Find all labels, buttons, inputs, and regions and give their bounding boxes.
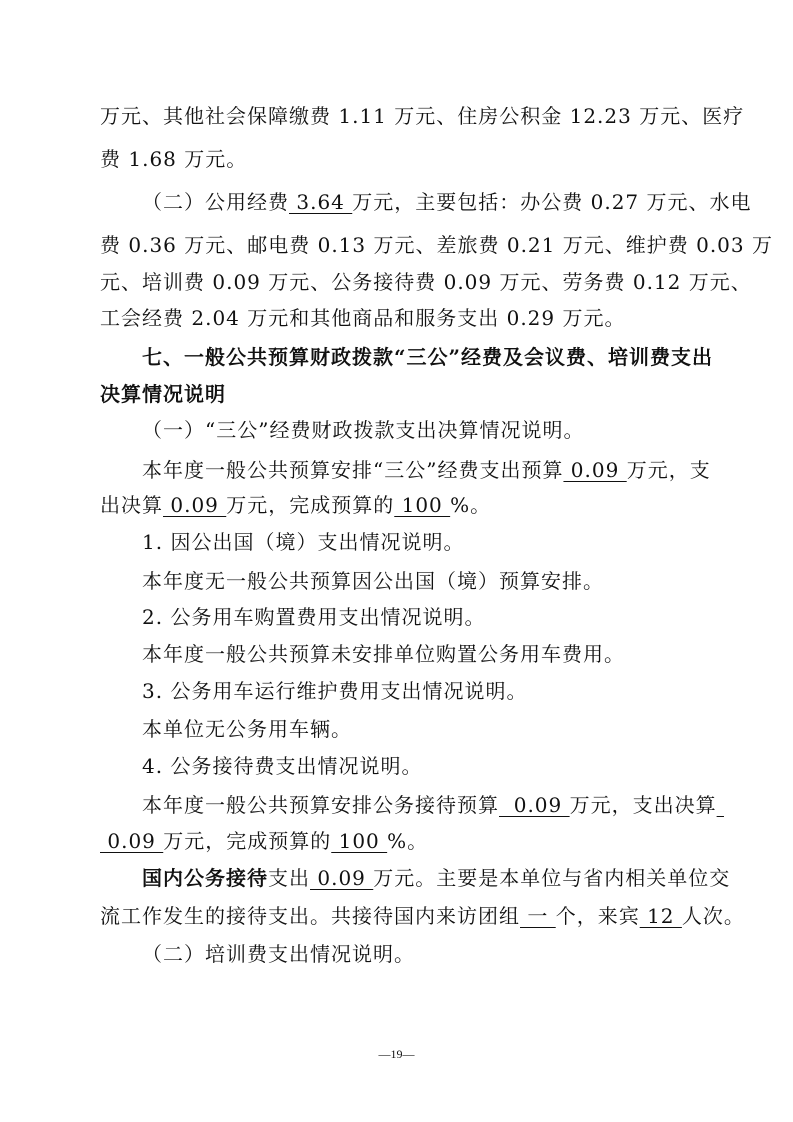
heading-text: 七、一般公共预算财政拨款“三公”经费及会议费、培训费支出 xyxy=(142,345,714,369)
underlined-value: 12 xyxy=(639,904,682,928)
underlined-value: 0.09 xyxy=(100,829,164,853)
text-span: 元、培训费 0.09 万元、公务接待费 0.09 万元、劳务费 0.12 万元、 xyxy=(100,270,752,294)
text-span: 4. 公务接待费支出情况说明。 xyxy=(142,754,423,778)
subsection-heading xyxy=(142,940,742,968)
text-span: （二）培训费支出情况说明。 xyxy=(142,942,415,966)
heading-text: 决算情况说明 xyxy=(100,382,226,406)
text-span: 出决算 xyxy=(100,493,163,517)
text-line xyxy=(142,715,742,743)
text-span: 万元、其他社会保障缴费 1.11 万元、住房公积金 12.23 万元、医疗 xyxy=(100,104,745,128)
text-line xyxy=(100,491,740,519)
text-span: 本年度一般公共预算安排公务接待预算 xyxy=(142,793,499,817)
text-span: 支出 xyxy=(268,866,310,890)
underlined-value: 0.09 xyxy=(163,493,227,517)
section-heading xyxy=(142,343,742,371)
item-heading xyxy=(142,603,742,631)
underlined-value: 100 xyxy=(331,829,388,853)
text-span: 费 1.68 万元。 xyxy=(100,147,248,171)
item-heading xyxy=(142,752,742,780)
text-line xyxy=(100,268,752,296)
text-span: 流工作发生的接待支出。共接待国内来访团组 xyxy=(100,904,520,928)
text-span: 万元，完成预算的 xyxy=(163,829,332,853)
underlined-value: 一 xyxy=(520,904,556,928)
text-span: 本年度一般公共预算安排“三公”经费支出预算 xyxy=(142,458,564,482)
text-span: 万元，支 xyxy=(626,458,711,482)
text-span: 万元，主要包括：办公费 0.27 万元、水电 xyxy=(352,190,752,214)
text-line xyxy=(142,567,742,595)
text-line xyxy=(142,864,742,892)
text-line xyxy=(100,827,740,855)
text-span: %。 xyxy=(450,493,492,517)
subsection-heading xyxy=(142,416,742,444)
text-span: 费 0.36 万元、邮电费 0.13 万元、差旅费 0.21 万元、维护费 0.03 万 xyxy=(100,233,773,257)
text-span: 个，来宾 xyxy=(555,904,640,928)
underlined-value: 100 xyxy=(394,493,451,517)
text-line xyxy=(142,791,742,819)
text-span: 3. 公务用车运行维护费用支出情况说明。 xyxy=(142,679,528,703)
underlined-value: 3.64 xyxy=(289,190,353,214)
text-span: 人次。 xyxy=(681,904,745,928)
underline-blank xyxy=(717,793,724,817)
page-number: —19— xyxy=(378,1047,415,1061)
text-span: 万元。主要是本单位与省内相关单位交 xyxy=(373,866,731,890)
text-line xyxy=(100,102,745,130)
text-span: 1. 因公出国（境）支出情况说明。 xyxy=(142,530,465,554)
underlined-value: 0.09 xyxy=(563,458,627,482)
text-line xyxy=(100,231,773,259)
text-line xyxy=(142,640,742,668)
section-heading-cont xyxy=(100,380,740,408)
underlined-value: 0.09 xyxy=(310,866,374,890)
text-span: （一）“三公”经费财政拨款支出决算情况说明。 xyxy=(142,418,585,442)
text-span: %。 xyxy=(387,829,429,853)
text-span: 万元，完成预算的 xyxy=(226,493,395,517)
text-line xyxy=(142,456,742,484)
text-span: 本年度一般公共预算未安排单位购置公务用车费用。 xyxy=(142,642,625,666)
text-span: 2. 公务用车购置费用支出情况说明。 xyxy=(142,605,486,629)
bold-text: 国内公务接待 xyxy=(142,866,268,890)
text-line xyxy=(100,902,745,930)
text-span: 工会经费 2.04 万元和其他商品和服务支出 0.29 万元。 xyxy=(100,306,626,330)
text-span: 本年度无一般公共预算因公出国（境）预算安排。 xyxy=(142,569,604,593)
public-expense-line xyxy=(142,188,752,216)
text-line xyxy=(100,304,740,332)
item-heading xyxy=(142,528,742,556)
text-span: 万元，支出决算 xyxy=(569,793,717,817)
item-heading xyxy=(142,677,742,705)
underlined-value: 0.09 xyxy=(499,793,570,817)
text-span: 本单位无公务用车辆。 xyxy=(142,717,352,741)
text-line xyxy=(100,145,740,173)
text-span: （二）公用经费 xyxy=(142,190,289,214)
